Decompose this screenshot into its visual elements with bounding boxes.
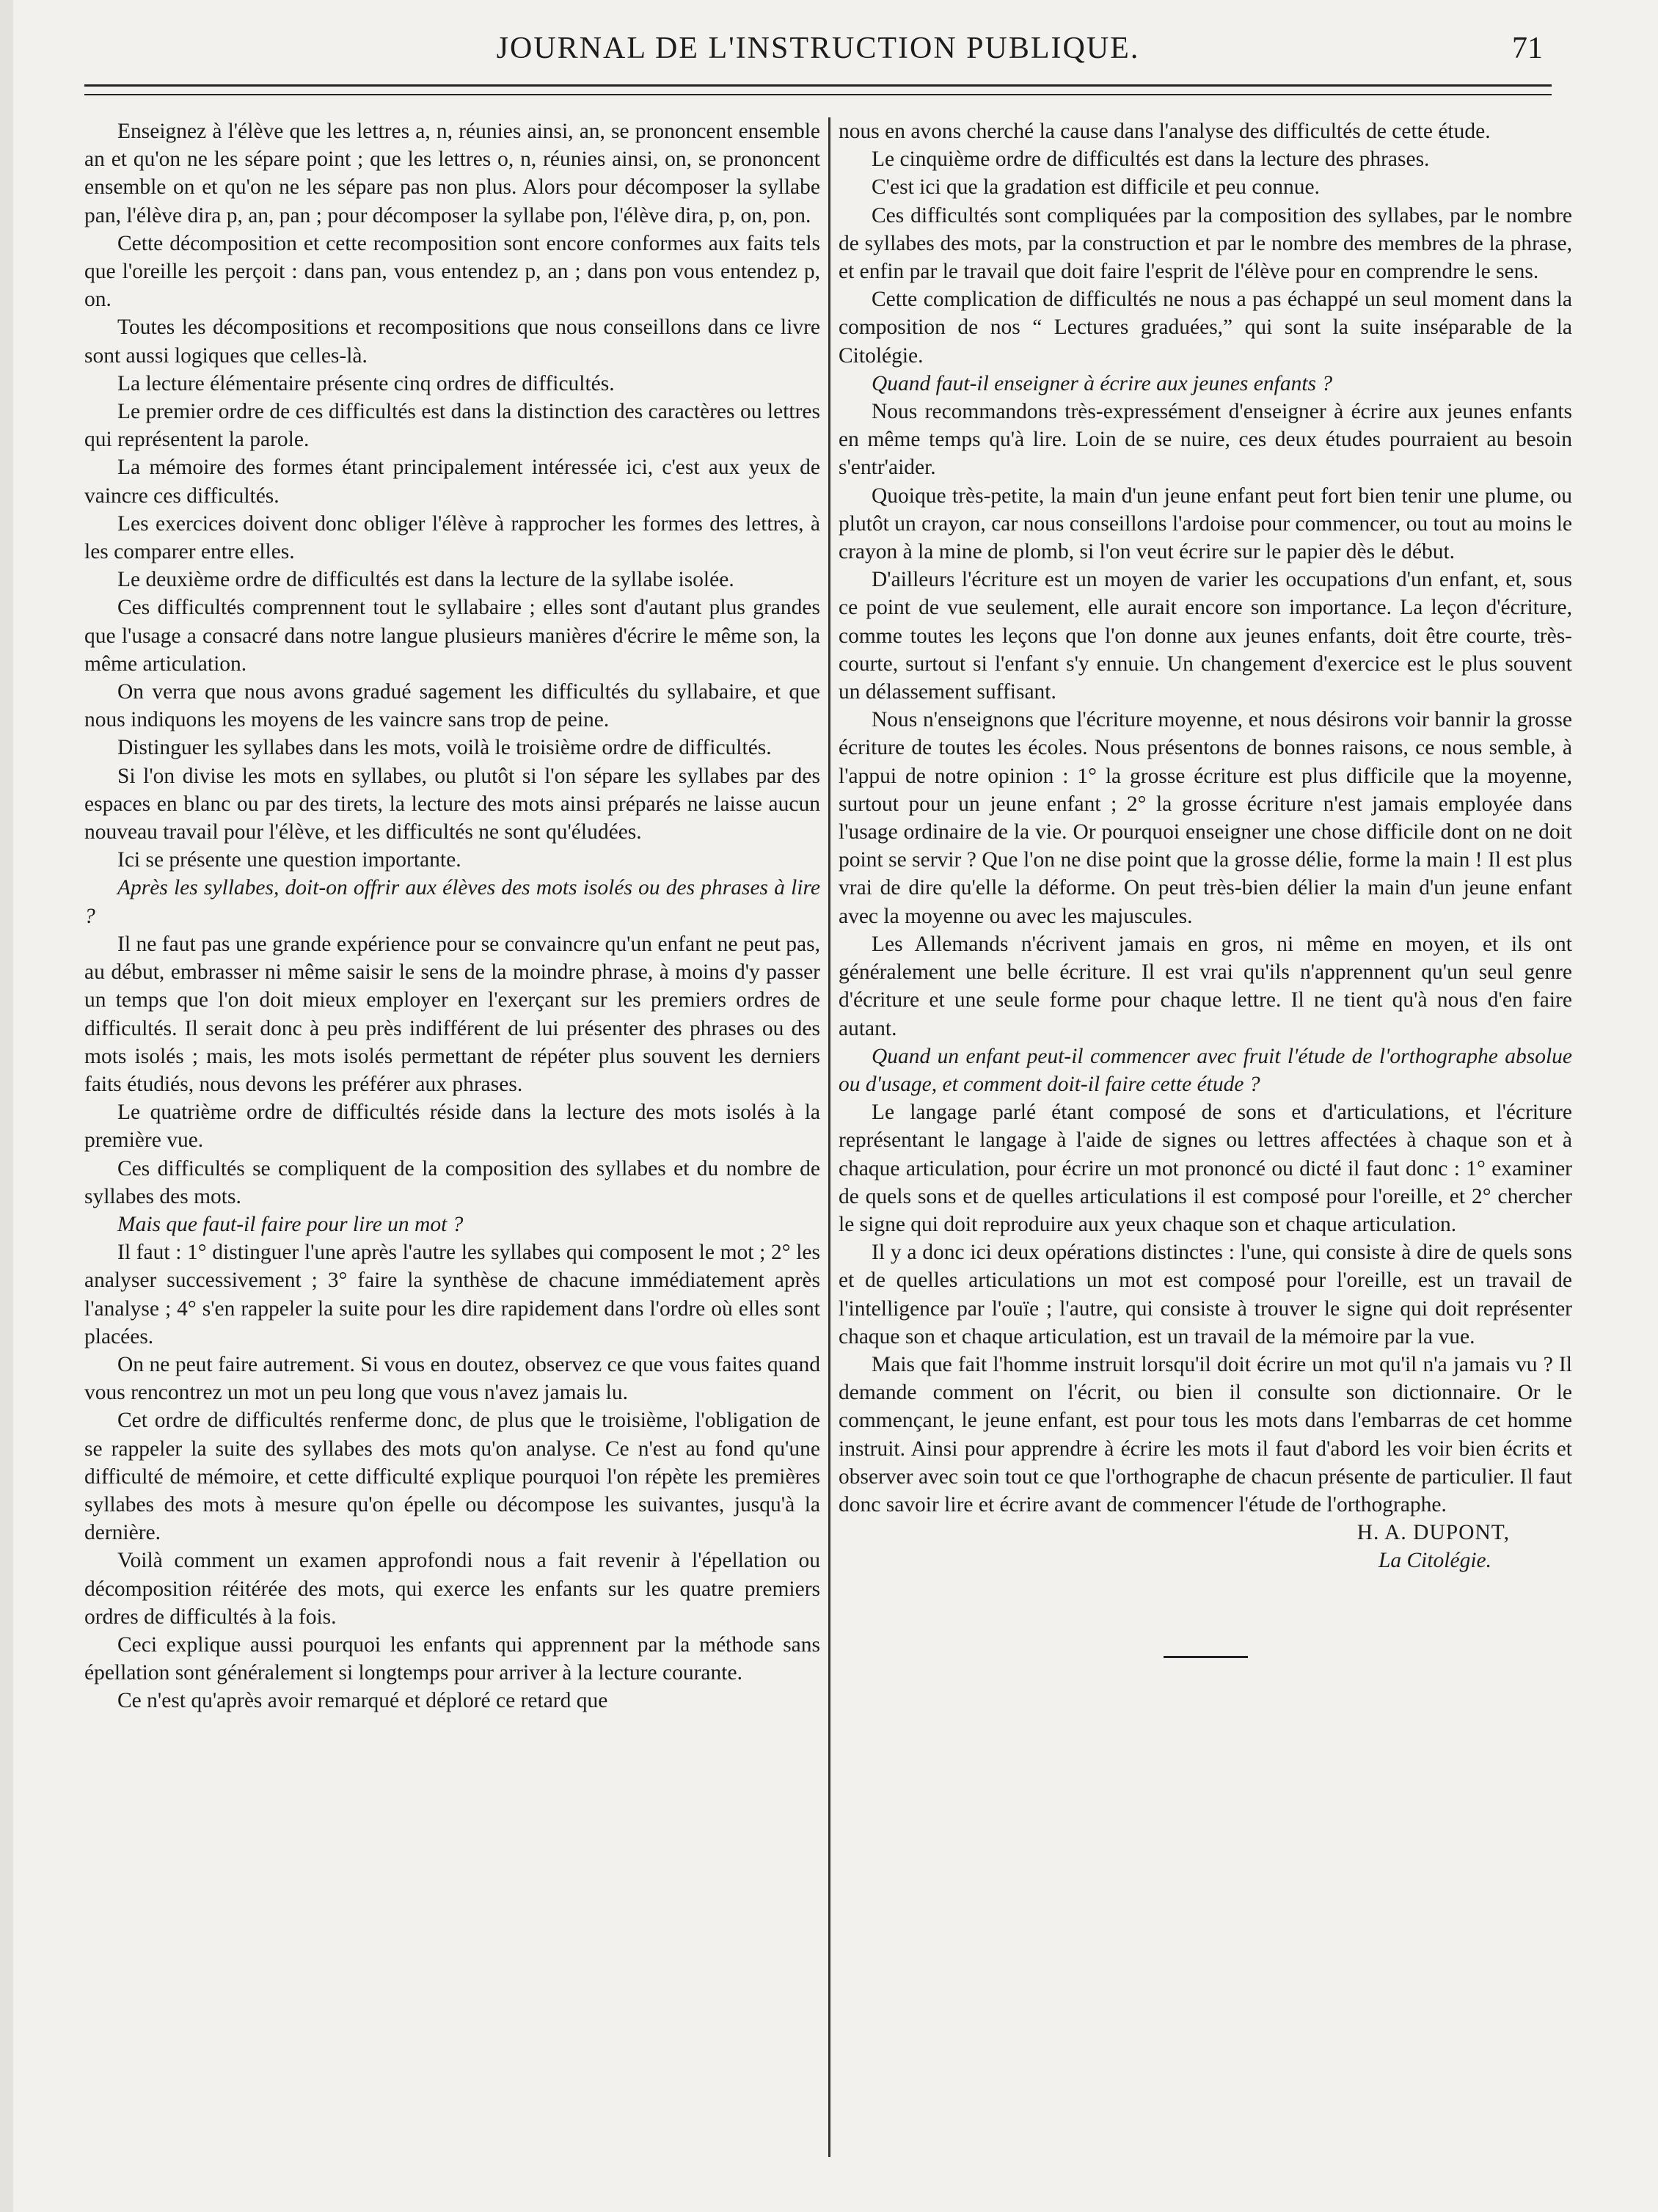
paragraph: Le premier ordre de ces difficultés est dans la distinction des caractères ou lettres qui représentent la parole. <box>84 400 820 452</box>
left-column <box>84 117 820 2164</box>
signature-author: H. A. DUPONT, <box>1356 1521 1510 1545</box>
question-heading: Quand faut-il enseigner à écrire aux jeunes enfants ? <box>872 371 1333 395</box>
paragraph: La lecture élémentaire présente cinq ordres de difficultés. <box>117 371 615 395</box>
page-number: 71 <box>1512 32 1543 65</box>
paragraph: Nous n'enseignons que l'écriture moyenne, et nous désirons voir bannir la grosse écriture de toutes les écoles. Nous présentons de bonnes raisons, ce nous semble, à l'appui de notre opinion : 1° la grosse écriture est plus difficile que la moyenne, surtout pour un jeune enfant ; 2° la grosse écriture n'est jamais employée dans l'usage ordinaire de la vie. Or pourquoi enseigner une chose difficile dont on ne doit point se servir ? Que l'on ne dise point que la grosse délie, forme la main ! Il est plus vrai de dire qu'elle la déforme. On peut très-bien délier la main d'un jeune enfant avec la moyenne ou avec les majuscules. <box>839 708 1572 928</box>
paragraph: On ne peut faire autrement. Si vous en doutez, observez ce que vous faites quand vous rencontrez un mot un peu long que vous n'avez jamais lu. <box>84 1352 820 1405</box>
paragraph: Il y a donc ici deux opérations distinctes : l'une, qui consiste à dire de quels sons et de quelles articulations un mot est composé pour l'oreille, est un travail de l'intelligence par l'ouïe ; l'autre, qui consiste à trouver le signe qui doit représenter chaque son et chaque articulation, est un travail de la mémoire par la vue. <box>839 1241 1572 1348</box>
paragraph: Toutes les décompositions et recompositions que nous conseillons dans ce livre sont aussi logiques que celles-là. <box>84 315 820 368</box>
paragraph: D'ailleurs l'écriture est un moyen de varier les occupations d'un enfant, et, sous ce point de vue seulement, elle aurait encore son importance. La leçon d'écriture, comme toutes les leçons que l'on donne aux jeunes enfants, doit être courte, très-courte, surtout si l'enfant s'y ennuie. Un changement d'exercice est le plus souvent un délassement suffisant. <box>839 568 1572 704</box>
question-heading: Quand un enfant peut-il commencer avec fruit l'étude de l'orthographe absolue ou d'usage, et comment doit-il faire cette étude ? <box>839 1044 1572 1096</box>
paragraph: nous en avons cherché la cause dans l'analyse des difficultés de cette étude. <box>839 120 1491 143</box>
paragraph: Nous recommandons très-expressément d'enseigner à écrire aux jeunes enfants en même temps qu'à lire. Loin de se nuire, ces deux études pourraient au besoin s'entr'aider. <box>839 400 1572 480</box>
paragraph: On verra que nous avons gradué sagement les difficultés du syllabaire, et que nous indiquons les moyens de les vaincre sans trop de peine. <box>84 680 820 732</box>
paragraph: Il faut : 1° distinguer l'une après l'autre les syllabes qui composent le mot ; 2° les analyser successivement ; 3° faire la synthèse de chacune immédiatement après l'analyse ; 4° s'en rappeler la suite pour les dire rapidement dans l'ordre où elles sont placées. <box>84 1241 820 1348</box>
signature-source: La Citolégie. <box>1378 1549 1491 1573</box>
paragraph: Cet ordre de difficultés renferme donc, de plus que le troisième, l'obligation de se rappeler la suite des syllabes des mots qu'on analyse. Ce n'est au fond qu'une difficulté de mémoire, et cette difficulté explique pourquoi l'on répète les premières syllabes des mots à mesure qu'on épelle ou décompose les suivantes, jusqu'à la dernière. <box>84 1409 820 1545</box>
paragraph: Le deuxième ordre de difficultés est dans la lecture de la syllabe isolée. <box>117 568 734 592</box>
paragraph: C'est ici que la gradation est difficile et peu connue. <box>872 175 1320 200</box>
paragraph: Il ne faut pas une grande expérience pour se convaincre qu'un enfant ne peut pas, au début, embrasser ni même saisir le sens de la moindre phrase, à moins d'y passer un temps que l'on doit mieux employer en l'exerçant sur les premiers ordres de difficultés. Il serait donc à peu près indifférent de lui présenter des phrases ou des mots isolés ; mais, les mots isolés permettant de répéter plus souvent les derniers faits étudiés, nous devons les préférer aux phrases. <box>84 932 820 1096</box>
question-heading: Après les syllabes, doit-on offrir aux élèves des mots isolés ou des phrases à lire ? <box>84 876 820 928</box>
paragraph: La mémoire des formes étant principalement intéressée ici, c'est aux yeux de vaincre ces difficultés. <box>84 456 820 508</box>
paragraph: Ce n'est qu'après avoir remarqué et déploré ce retard que <box>117 1689 608 1713</box>
paragraph: Cette complication de difficultés ne nous a pas échappé un seul moment dans la composition de nos “ Lectures graduées,” qui sont la suite inséparable de la Citolégie. <box>839 288 1572 368</box>
paragraph: Ces difficultés se compliquent de la composition des syllabes et du nombre de syllabes des mots. <box>84 1156 820 1208</box>
paragraph: Les Allemands n'écrivent jamais en gros, ni même en moyen, et ils ont généralement une belle écriture. Il est vrai qu'ils n'apprennent qu'un seul genre d'écriture et une seule forme pour chaque lettre. Il ne tient qu'à nous d'en faire autant. <box>839 932 1572 1040</box>
right-column <box>839 117 1572 2164</box>
paragraph: Le quatrième ordre de difficultés réside dans la lecture des mots isolés à la première vue. <box>84 1100 820 1153</box>
journal-title: JOURNAL DE L'INSTRUCTION PUBLIQUE. <box>496 32 1140 65</box>
question-heading: Mais que faut-il faire pour lire un mot ? <box>117 1212 464 1236</box>
paragraph: Le cinquième ordre de difficultés est dans la lecture des phrases. <box>872 147 1430 172</box>
paragraph: Si l'on divise les mots en syllabes, ou plutôt si l'on sépare les syllabes par des espaces en blanc ou par des tirets, la lecture des mots ainsi préparés ne laisse aucun nouveau travail pour l'élève, et les difficultés ne sont qu'éludées. <box>84 764 820 844</box>
paragraph: Ici se présente une question importante. <box>117 848 461 872</box>
end-rule <box>1164 1656 1248 1658</box>
paragraph: Ces difficultés sont compliquées par la composition des syllabes, par le nombre de syllabes des mots, par la construction et par le nombre des membres de la phrase, et enfin par le travail que doit faire l'esprit de l'élève pour en comprendre le sens. <box>839 203 1572 284</box>
paragraph: Le langage parlé étant composé de sons et d'articulations, et l'écriture représentant le langage à l'aide de signes ou lettres affectées à chaque son et à chaque articulation, pour écrire un mot prononcé ou dicté il faut donc : 1° examiner de quels sons et de quelles articulations il est composé pour l'oreille, et 2° chercher le signe qui doit reproduire aux yeux chaque son et chaque articulation. <box>839 1100 1572 1236</box>
paragraph: Cette décomposition et cette recomposition sont encore conformes aux faits tels que l'oreille les perçoit : dans pan, vous entendez p, an ; dans pon vous entendez p, on. <box>84 231 820 312</box>
page-gutter <box>0 0 13 2212</box>
paragraph: Ceci explique aussi pourquoi les enfants qui apprennent par la méthode sans épellation sont généralement si longtemps pour arriver à la lecture courante. <box>84 1632 820 1685</box>
paragraph: Enseignez à l'élève que les lettres a, n, réunies ainsi, an, se prononcent ensemble an et qu'on ne les sépare point ; que les lettres o, n, réunies ainsi, on, se prononcent ensemble on et qu'on ne les sépare pas non plus. Alors pour décomposer la syllabe pan, l'élève dira p, an, pan ; pour décomposer la syllabe pon, l'élève dira, p, on, pon. <box>84 120 820 227</box>
page-header <box>84 22 1552 66</box>
paragraph: Mais que fait l'homme instruit lorsqu'il doit écrire un mot qu'il n'a jamais vu ? Il demande comment on l'écrit, ou bien il consulte son dictionnaire. Or le commençant, le jeune enfant, est pour tous les mots dans l'embarras de cet homme instruit. Ainsi pour apprendre à écrire les mots il faut d'abord les voir bien écrits et observer avec soin tout ce que l'orthographe de chacun présente de particulier. Il faut donc savoir lire et écrire avant de commencer l'étude de l'orthographe. <box>839 1352 1572 1516</box>
paragraph: Ces difficultés comprennent tout le syllabaire ; elles sont d'autant plus grandes que l'usage a consacré dans notre langue plusieurs manières d'écrire le même son, la même articulation. <box>84 596 820 676</box>
paragraph: Distinguer les syllabes dans les mots, voilà le troisième ordre de difficultés. <box>117 736 772 760</box>
paragraph: Voilà comment un examen approfondi nous a fait revenir à l'épellation ou décomposition réitérée des mots, qui exerce les enfants sur les quatre premiers ordres de difficultés à la fois. <box>84 1549 820 1629</box>
paragraph: Les exercices doivent donc obliger l'élève à rapprocher les formes des lettres, à les comparer entre elles. <box>84 511 820 564</box>
header-rule <box>84 84 1552 95</box>
column-divider <box>828 117 830 2157</box>
paragraph: Quoique très-petite, la main d'un jeune enfant peut fort bien tenir une plume, ou plutôt un crayon, car nous conseillons l'ardoise pour commencer, ou tout au moins le crayon à la mine de plomb, si l'on veut écrire sur le papier dès le début. <box>839 483 1572 564</box>
